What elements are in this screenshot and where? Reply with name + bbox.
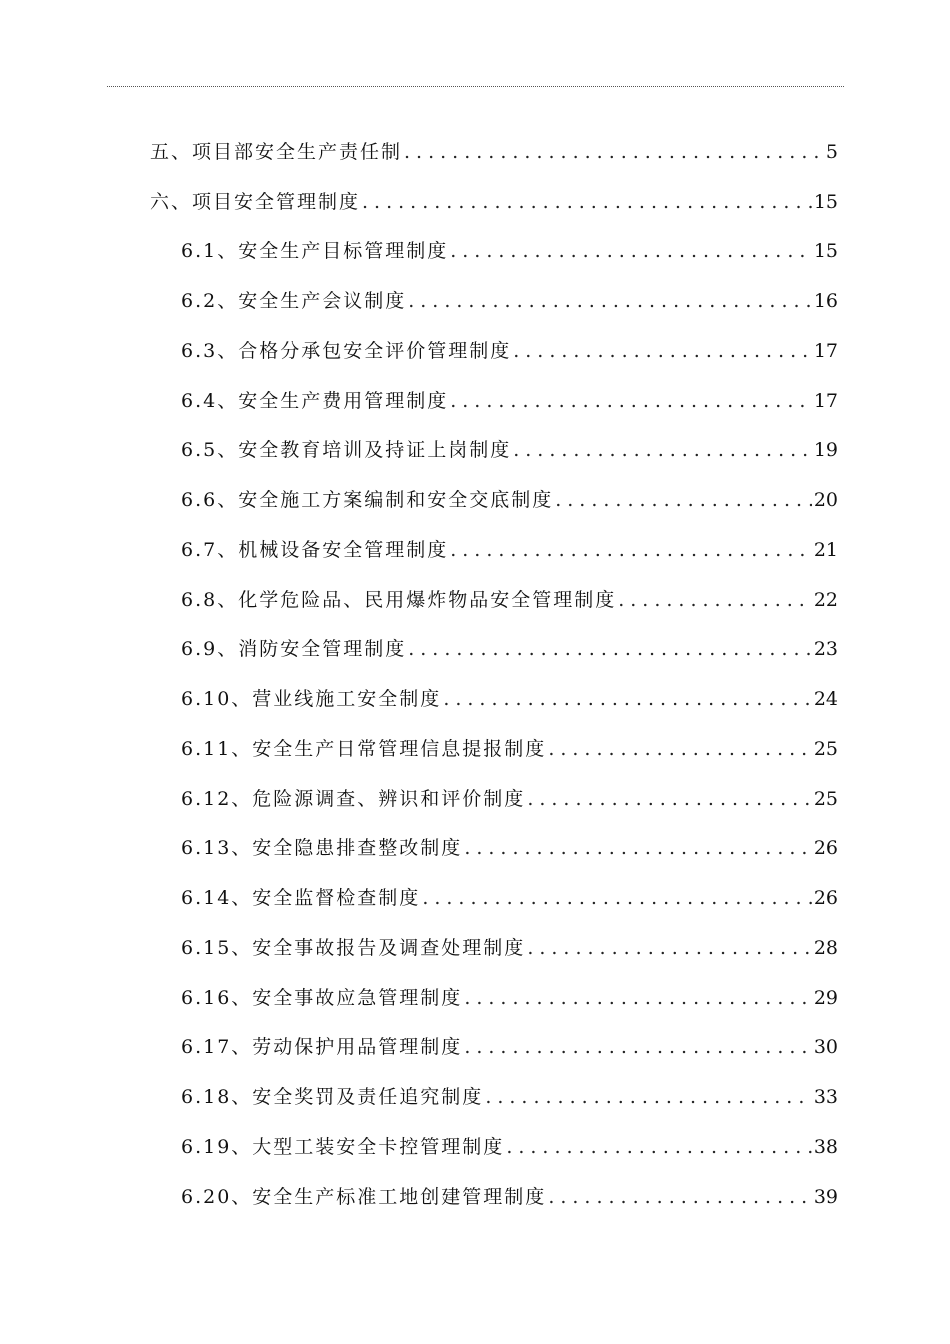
toc-dot-leader xyxy=(527,784,812,814)
toc-page-number: 19 xyxy=(813,439,838,461)
toc-entry[interactable] xyxy=(181,1132,838,1162)
toc-entry-label: 6.11、安全生产日常管理信息提报制度 xyxy=(181,738,547,760)
toc-entry-label: 6.6、安全施工方案编制和安全交底制度 xyxy=(181,489,554,511)
toc-entry-label: 6.5、安全教育培训及持证上岗制度 xyxy=(181,439,512,461)
toc-entry-label: 6.14、安全监督检查制度 xyxy=(181,887,421,909)
toc-page-number: 22 xyxy=(813,589,838,611)
toc-entry-label: 6.18、安全奖罚及责任追究制度 xyxy=(181,1086,484,1108)
toc-page-number: 30 xyxy=(813,1036,838,1058)
toc-dot-leader xyxy=(485,1082,812,1112)
toc-page-number: 39 xyxy=(813,1186,838,1208)
toc-entry[interactable] xyxy=(181,236,838,266)
toc-entry[interactable] xyxy=(181,784,838,814)
toc-page-number: 17 xyxy=(813,390,838,412)
toc-entry-label: 6.3、合格分承包安全评价管理制度 xyxy=(181,340,512,362)
toc-dot-leader xyxy=(404,137,824,167)
toc-entry[interactable] xyxy=(181,883,838,913)
toc-dot-leader xyxy=(618,585,812,615)
toc-dot-leader xyxy=(408,286,812,316)
toc-entry-label: 6.7、机械设备安全管理制度 xyxy=(181,539,449,561)
toc-entry-label: 6.20、安全生产标准工地创建管理制度 xyxy=(181,1186,547,1208)
toc-page-number: 15 xyxy=(813,240,838,262)
toc-entry-label: 6.10、营业线施工安全制度 xyxy=(181,688,442,710)
toc-entry-label: 6.9、消防安全管理制度 xyxy=(181,638,407,660)
toc-page-number: 5 xyxy=(825,141,838,163)
toc-entry-label: 6.15、安全事故报告及调查处理制度 xyxy=(181,937,526,959)
toc-dot-leader xyxy=(506,1132,812,1162)
toc-entry[interactable] xyxy=(181,585,838,615)
toc-entry[interactable] xyxy=(181,286,838,316)
toc-entry[interactable] xyxy=(181,833,838,863)
toc-page-number: 25 xyxy=(813,738,838,760)
toc-dot-leader xyxy=(555,485,812,515)
toc-entry[interactable] xyxy=(150,137,838,167)
toc-entry-label: 6.19、大型工装安全卡控管理制度 xyxy=(181,1136,505,1158)
toc-entry-label: 6.12、危险源调查、辨识和评价制度 xyxy=(181,788,526,810)
toc-dot-leader xyxy=(548,734,812,764)
toc-entry-label: 五、项目部安全生产责任制 xyxy=(150,141,403,163)
toc-dot-leader xyxy=(464,1032,812,1062)
toc-entry[interactable] xyxy=(181,435,838,465)
toc-page-number: 21 xyxy=(813,539,838,561)
toc-page-number: 23 xyxy=(813,638,838,660)
toc-entry[interactable] xyxy=(181,983,838,1013)
toc-entry[interactable] xyxy=(181,386,838,416)
toc-dot-leader xyxy=(422,883,812,913)
toc-dot-leader xyxy=(513,435,812,465)
toc-page-number: 26 xyxy=(813,837,838,859)
toc-entry-label: 6.8、化学危险品、民用爆炸物品安全管理制度 xyxy=(181,589,617,611)
header-dotted-rule xyxy=(107,86,844,87)
toc-entry-label: 6.13、安全隐患排查整改制度 xyxy=(181,837,463,859)
toc-entry[interactable] xyxy=(181,485,838,515)
toc-entry[interactable] xyxy=(181,336,838,366)
toc-page-number: 28 xyxy=(813,937,838,959)
toc-page-number: 29 xyxy=(813,987,838,1009)
toc-entry-label: 6.4、安全生产费用管理制度 xyxy=(181,390,449,412)
toc-page-number: 38 xyxy=(813,1136,838,1158)
toc-entry[interactable] xyxy=(181,1032,838,1062)
toc-entry[interactable] xyxy=(181,933,838,963)
toc-entry[interactable] xyxy=(181,1182,838,1212)
toc-entry[interactable] xyxy=(181,684,838,714)
toc-page-number: 26 xyxy=(813,887,838,909)
toc-dot-leader xyxy=(362,187,812,217)
toc-entry[interactable] xyxy=(181,734,838,764)
toc-entry[interactable] xyxy=(181,634,838,664)
toc-page-number: 15 xyxy=(813,191,838,213)
toc-dot-leader xyxy=(548,1182,812,1212)
toc-entry-label: 6.17、劳动保护用品管理制度 xyxy=(181,1036,463,1058)
toc-entry[interactable] xyxy=(181,535,838,565)
toc-entry-label: 6.1、安全生产目标管理制度 xyxy=(181,240,449,262)
toc-page-number: 17 xyxy=(813,340,838,362)
toc-dot-leader xyxy=(450,236,812,266)
toc-dot-leader xyxy=(513,336,812,366)
toc-page-number: 20 xyxy=(813,489,838,511)
toc-dot-leader xyxy=(443,684,812,714)
toc-dot-leader xyxy=(464,833,812,863)
toc-dot-leader xyxy=(450,535,812,565)
toc-page-number: 16 xyxy=(813,290,838,312)
toc-dot-leader xyxy=(527,933,812,963)
toc-page-number: 24 xyxy=(813,688,838,710)
toc-entry-label: 6.2、安全生产会议制度 xyxy=(181,290,407,312)
toc-entry-label: 六、项目安全管理制度 xyxy=(150,191,361,213)
toc-page-number: 25 xyxy=(813,788,838,810)
toc-dot-leader xyxy=(408,634,812,664)
toc-dot-leader xyxy=(464,983,812,1013)
toc-dot-leader xyxy=(450,386,812,416)
toc-page-number: 33 xyxy=(813,1086,838,1108)
toc-entry[interactable] xyxy=(181,1082,838,1112)
toc-entry-label: 6.16、安全事故应急管理制度 xyxy=(181,987,463,1009)
toc-entry[interactable] xyxy=(150,187,838,217)
